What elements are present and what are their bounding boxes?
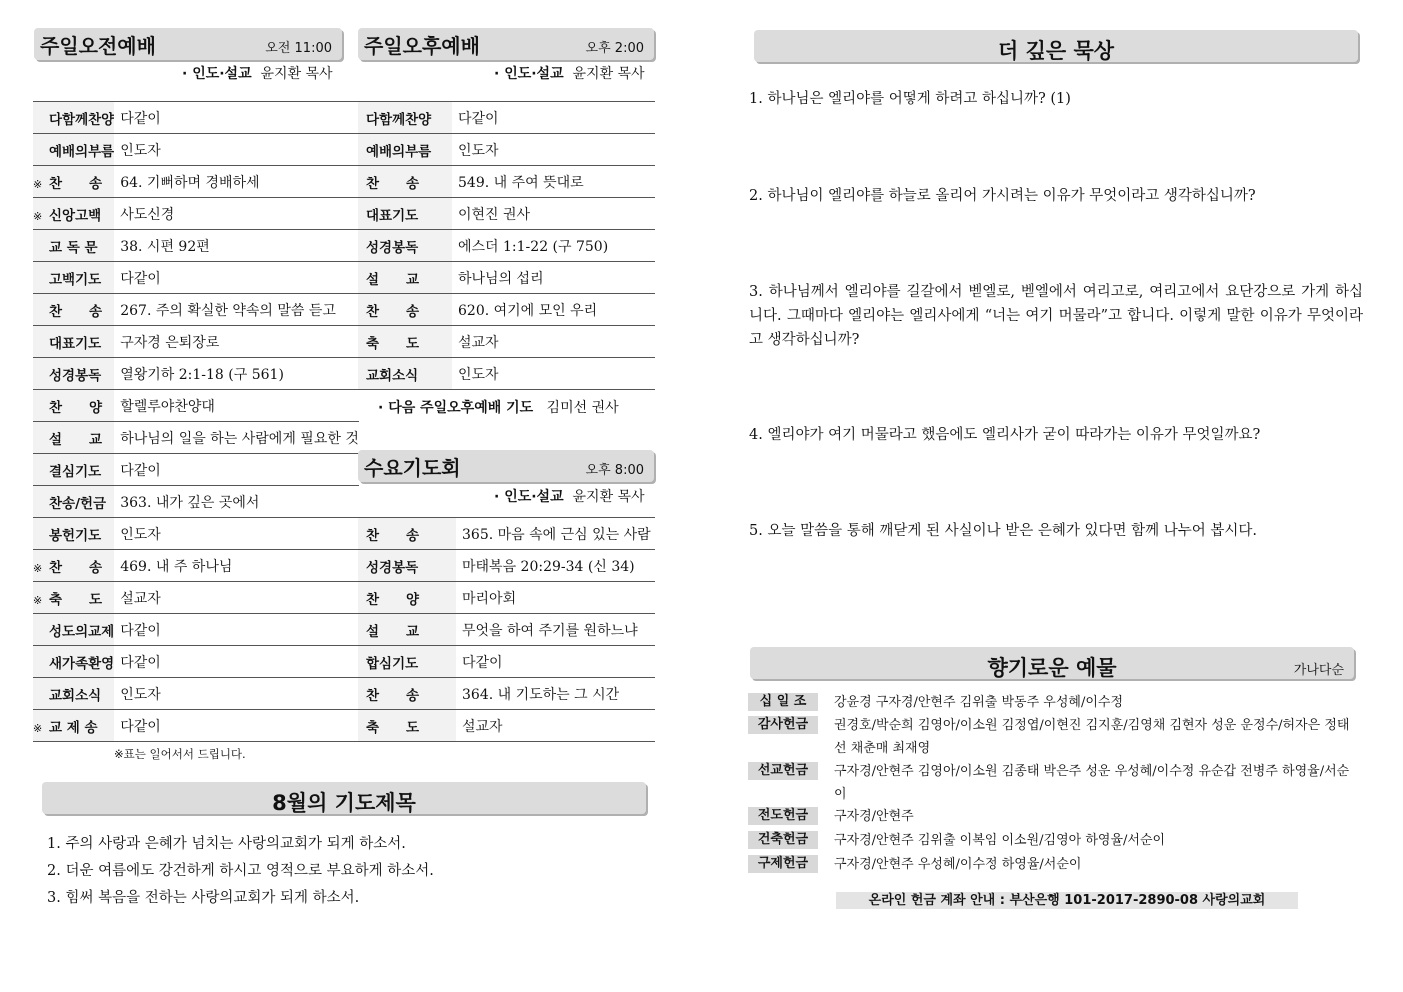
order-value: 마태복음 20:29-34 (신 34) xyxy=(456,550,655,582)
offering-type: 구제헌금 xyxy=(748,855,818,873)
offering-type: 십 일 조 xyxy=(748,693,818,711)
order-value: 인도자 xyxy=(114,518,359,550)
order-value: 하나님의 섭리 xyxy=(452,262,655,294)
offering-names: 구자경/안현주 김위출 이복임 이소원/김영아 하영율/서순이 xyxy=(834,833,1166,848)
offering-names: 구자경/안현주 우성혜/이수정 하영율/서순이 xyxy=(834,857,1082,872)
order-label-text: 성경봉독 xyxy=(366,559,419,576)
order-label xyxy=(33,646,114,678)
order-label-text: 대표기도 xyxy=(49,335,102,352)
order-value: 364. 내 기도하는 그 시간 xyxy=(456,678,655,710)
order-row xyxy=(33,390,359,422)
order-label-text: 교회소식 xyxy=(49,687,102,704)
order-label-text: 찬 송 xyxy=(366,303,420,320)
order-label xyxy=(33,678,114,710)
order-row xyxy=(358,294,655,326)
order-row xyxy=(358,582,655,614)
order-label-text: 설 교 xyxy=(49,431,103,448)
order-row xyxy=(358,710,655,742)
order-value: 다같이 xyxy=(114,262,359,294)
order-value: 무엇을 하여 주기를 원하느냐 xyxy=(456,614,655,646)
order-label xyxy=(33,422,114,454)
offering-names: 강윤경 구자경/안현주 김위출 박동주 우성혜/이수정 xyxy=(834,695,1124,710)
order-value: 설교자 xyxy=(452,326,655,358)
order-row xyxy=(358,646,655,678)
order-label-text: 축 도 xyxy=(366,719,420,736)
meditation-question: 5. 오늘 말씀을 통해 깨닫게 된 사실이나 받은 은혜가 있다면 함께 나누어 봅시다. xyxy=(749,523,1257,539)
prayer-topic-item: 3. 힘써 복음을 전하는 사랑의교회가 되게 하소서. xyxy=(47,890,360,906)
order-label xyxy=(358,582,456,614)
order-row xyxy=(33,294,359,326)
order-row xyxy=(33,678,359,710)
order-label xyxy=(33,390,114,422)
order-label xyxy=(358,102,452,134)
order-row xyxy=(358,326,655,358)
order-label xyxy=(33,518,114,550)
order-label-text: 결심기도 xyxy=(49,463,102,480)
order-row xyxy=(358,614,655,646)
order-label-text: 축 도 xyxy=(49,591,103,608)
order-row xyxy=(358,166,655,198)
order-row xyxy=(33,646,359,678)
order-label xyxy=(33,710,114,742)
order-row xyxy=(358,550,655,582)
afternoon-leader: · 인도·설교 윤지환 목사 xyxy=(494,66,645,82)
order-row xyxy=(33,710,359,742)
order-label xyxy=(33,614,114,646)
order-row xyxy=(33,326,359,358)
order-value: 363. 내가 깊은 곳에서 xyxy=(114,486,359,518)
order-label-text: 다함께찬양 xyxy=(49,111,115,128)
order-label-text: 대표기도 xyxy=(366,207,419,224)
order-label-text: 찬 송 xyxy=(366,687,420,704)
meditation-header xyxy=(754,30,1358,62)
order-value: 다같이 xyxy=(456,646,655,678)
prayer-topic-item: 1. 주의 사랑과 은혜가 넘치는 사랑의교회가 되게 하소서. xyxy=(47,836,406,852)
offering-type: 선교헌금 xyxy=(748,762,818,780)
order-label xyxy=(358,326,452,358)
order-row xyxy=(33,134,359,166)
order-label-text: 찬 송 xyxy=(49,559,103,576)
order-value: 다같이 xyxy=(114,454,359,486)
order-value: 64. 기뻐하며 경배하세 xyxy=(114,166,359,198)
order-row xyxy=(33,102,359,134)
order-row xyxy=(358,678,655,710)
order-row xyxy=(33,198,359,230)
order-label-text: 성도의교제 xyxy=(49,623,115,640)
order-label xyxy=(358,166,452,198)
offering-type: 전도헌금 xyxy=(748,807,818,825)
order-row xyxy=(358,198,655,230)
order-value: 다같이 xyxy=(452,102,655,134)
order-row xyxy=(358,518,655,550)
order-label xyxy=(358,550,456,582)
order-label-text: 다함께찬양 xyxy=(366,111,432,128)
order-value: 인도자 xyxy=(452,134,655,166)
morning-service-header xyxy=(34,28,342,60)
order-row xyxy=(33,614,359,646)
order-value: 마리아회 xyxy=(456,582,655,614)
order-label xyxy=(358,230,452,262)
order-label-text: 합심기도 xyxy=(366,655,419,672)
order-label-text: 찬 양 xyxy=(49,399,103,416)
order-label-text: 교회소식 xyxy=(366,367,419,384)
order-label xyxy=(358,198,452,230)
order-label-text: 찬 송 xyxy=(366,175,420,192)
wednesday-leader: · 인도·설교 윤지환 목사 xyxy=(494,489,645,505)
order-label xyxy=(33,326,114,358)
order-row xyxy=(33,550,359,582)
order-label-text: 설 교 xyxy=(366,623,420,640)
order-label-text: 예배의부름 xyxy=(49,143,115,160)
order-value: 다같이 xyxy=(114,614,359,646)
order-value: 구자경 은퇴장로 xyxy=(114,326,359,358)
order-value: 설교자 xyxy=(114,582,359,614)
order-row xyxy=(33,582,359,614)
afternoon-service-title: 주일오후예배 xyxy=(364,34,480,58)
order-value: 다같이 xyxy=(114,646,359,678)
standing-mark: ※ xyxy=(33,561,43,575)
order-label xyxy=(358,614,456,646)
order-label-text: 설 교 xyxy=(366,271,420,288)
offering-type: 건축헌금 xyxy=(748,831,818,849)
morning-service-title: 주일오전예배 xyxy=(40,34,156,58)
order-label xyxy=(33,262,114,294)
morning-service-time: 오전 11:00 xyxy=(265,41,332,56)
order-label xyxy=(33,294,114,326)
order-value: 620. 여기에 모인 우리 xyxy=(452,294,655,326)
order-row xyxy=(33,230,359,262)
prayer-topics-list xyxy=(47,831,434,912)
order-value: 다같이 xyxy=(114,102,359,134)
offering-title: 향기로운 예물 xyxy=(987,656,1117,680)
order-value: 365. 마음 속에 근심 있는 사람 xyxy=(456,518,655,550)
prayer-topics-title: 8월의 기도제목 xyxy=(272,791,416,815)
order-label xyxy=(358,678,456,710)
morning-leader: · 인도·설교 윤지환 목사 xyxy=(182,66,333,82)
order-label-text: 교 제 송 xyxy=(49,719,98,736)
order-row xyxy=(33,454,359,486)
order-label xyxy=(358,518,456,550)
order-row xyxy=(33,262,359,294)
order-label-text: 고백기도 xyxy=(49,271,102,288)
order-value: 469. 내 주 하나님 xyxy=(114,550,359,582)
order-value: 사도신경 xyxy=(114,198,359,230)
order-label-text: 찬 송 xyxy=(49,175,103,192)
next-afternoon-prayer: · 다음 주일오후예배 기도 김미선 권사 xyxy=(378,400,619,416)
order-value: 열왕기하 2:1-18 (구 561) xyxy=(114,358,359,390)
order-row xyxy=(33,166,359,198)
order-value: 38. 시편 92편 xyxy=(114,230,359,262)
offering-header xyxy=(750,647,1354,679)
order-label xyxy=(358,358,452,390)
offering-names: 구자경/안현주 xyxy=(834,809,914,824)
order-row xyxy=(33,358,359,390)
meditation-title: 더 깊은 묵상 xyxy=(997,39,1115,63)
order-value: 할렐루야찬양대 xyxy=(114,390,359,422)
order-label xyxy=(358,710,456,742)
order-value: 에스더 1:1-22 (구 750) xyxy=(452,230,655,262)
order-row xyxy=(358,262,655,294)
meditation-question: 3. 하나님께서 엘리야를 길갈에서 벧엘로, 벧엘에서 여리고로, 여리고에서 요단강으로 가게 하십니다. 그때마다 엘리야는 엘리사에게 “너는 여기 머물라”고 합니다. 이렇게 말한 이유가 무엇이라고 생각하십니까? xyxy=(749,284,1363,348)
offering-names: 구자경/안현주 김영아/이소원 김종태 박은주 성운 우성혜/이수정 유순갑 전병주 하영율/서순이 xyxy=(834,764,1350,802)
standing-note: ※표는 일어서서 드립니다. xyxy=(114,747,246,761)
wednesday-service-time: 오후 8:00 xyxy=(585,463,644,478)
afternoon-order-table xyxy=(358,101,655,390)
wednesday-order-table xyxy=(358,517,655,742)
offering-names: 권경호/박순희 김영아/이소원 김정엽/이현진 김지훈/김영채 김현자 성운 운정수/허자은 정태선 채춘매 최재영 xyxy=(834,718,1350,756)
order-label-text: 봉헌기도 xyxy=(49,527,102,544)
online-offering-account: 온라인 헌금 계좌 안내 : 부산은행 101-2017-2890-08 사랑의교회 xyxy=(836,892,1298,909)
order-label xyxy=(358,294,452,326)
prayer-topics-header xyxy=(42,782,646,814)
order-label xyxy=(33,454,114,486)
standing-mark: ※ xyxy=(33,593,43,607)
order-value: 하나님의 일을 하는 사람에게 필요한 것 xyxy=(114,422,359,454)
order-label xyxy=(358,646,456,678)
order-label xyxy=(33,582,114,614)
order-value: 267. 주의 확실한 약속의 말씀 듣고 xyxy=(114,294,359,326)
order-label xyxy=(33,358,114,390)
order-label xyxy=(358,134,452,166)
order-label-text: 찬 송 xyxy=(366,527,420,544)
prayer-topic-item: 2. 더운 여름에도 강건하게 하시고 영적으로 부요하게 하소서. xyxy=(47,863,434,879)
order-value: 설교자 xyxy=(456,710,655,742)
order-label-text: 예배의부름 xyxy=(366,143,432,160)
order-label-text: 교 독 문 xyxy=(49,239,98,256)
order-label-text: 찬 송 xyxy=(49,303,103,320)
wednesday-service-header xyxy=(358,450,654,482)
order-label-text: 성경봉독 xyxy=(49,367,102,384)
order-value: 인도자 xyxy=(114,134,359,166)
order-label xyxy=(33,486,114,518)
order-row xyxy=(358,102,655,134)
standing-mark: ※ xyxy=(33,721,43,735)
order-row xyxy=(33,422,359,454)
order-row xyxy=(358,230,655,262)
order-value: 인도자 xyxy=(452,358,655,390)
order-label xyxy=(33,550,114,582)
order-label xyxy=(358,262,452,294)
order-value: 다같이 xyxy=(114,710,359,742)
order-value: 549. 내 주여 뜻대로 xyxy=(452,166,655,198)
order-value: 이현진 권사 xyxy=(452,198,655,230)
order-label-text: 찬송/헌금 xyxy=(49,495,107,512)
order-label xyxy=(33,198,114,230)
order-label xyxy=(33,230,114,262)
order-label xyxy=(33,134,114,166)
order-label-text: 찬 양 xyxy=(366,591,420,608)
offering-type: 감사헌금 xyxy=(748,716,818,734)
order-label xyxy=(33,102,114,134)
order-row xyxy=(358,358,655,390)
order-row xyxy=(33,486,359,518)
order-row xyxy=(358,134,655,166)
standing-mark: ※ xyxy=(33,177,43,191)
order-label-text: 성경봉독 xyxy=(366,239,419,256)
standing-mark: ※ xyxy=(33,209,43,223)
order-label-text: 신앙고백 xyxy=(49,207,102,224)
order-label xyxy=(33,166,114,198)
offering-order: 가나다순 xyxy=(1293,663,1344,678)
wednesday-service-title: 수요기도회 xyxy=(364,456,461,480)
meditation-question: 4. 엘리야가 여기 머물라고 했음에도 엘리사가 굳이 따라가는 이유가 무엇일까요? xyxy=(749,427,1261,443)
order-row xyxy=(33,518,359,550)
order-label-text: 새가족환영 xyxy=(49,655,115,672)
order-label-text: 축 도 xyxy=(366,335,420,352)
meditation-question: 1. 하나님은 엘리야를 어떻게 하려고 하십니까? (1) xyxy=(749,91,1071,107)
meditation-question: 2. 하나님이 엘리야를 하늘로 올리어 가시려는 이유가 무엇이라고 생각하십니까? xyxy=(749,188,1256,204)
order-value: 인도자 xyxy=(114,678,359,710)
afternoon-service-header xyxy=(358,28,654,60)
afternoon-service-time: 오후 2:00 xyxy=(585,41,644,56)
morning-order-table xyxy=(33,101,359,742)
